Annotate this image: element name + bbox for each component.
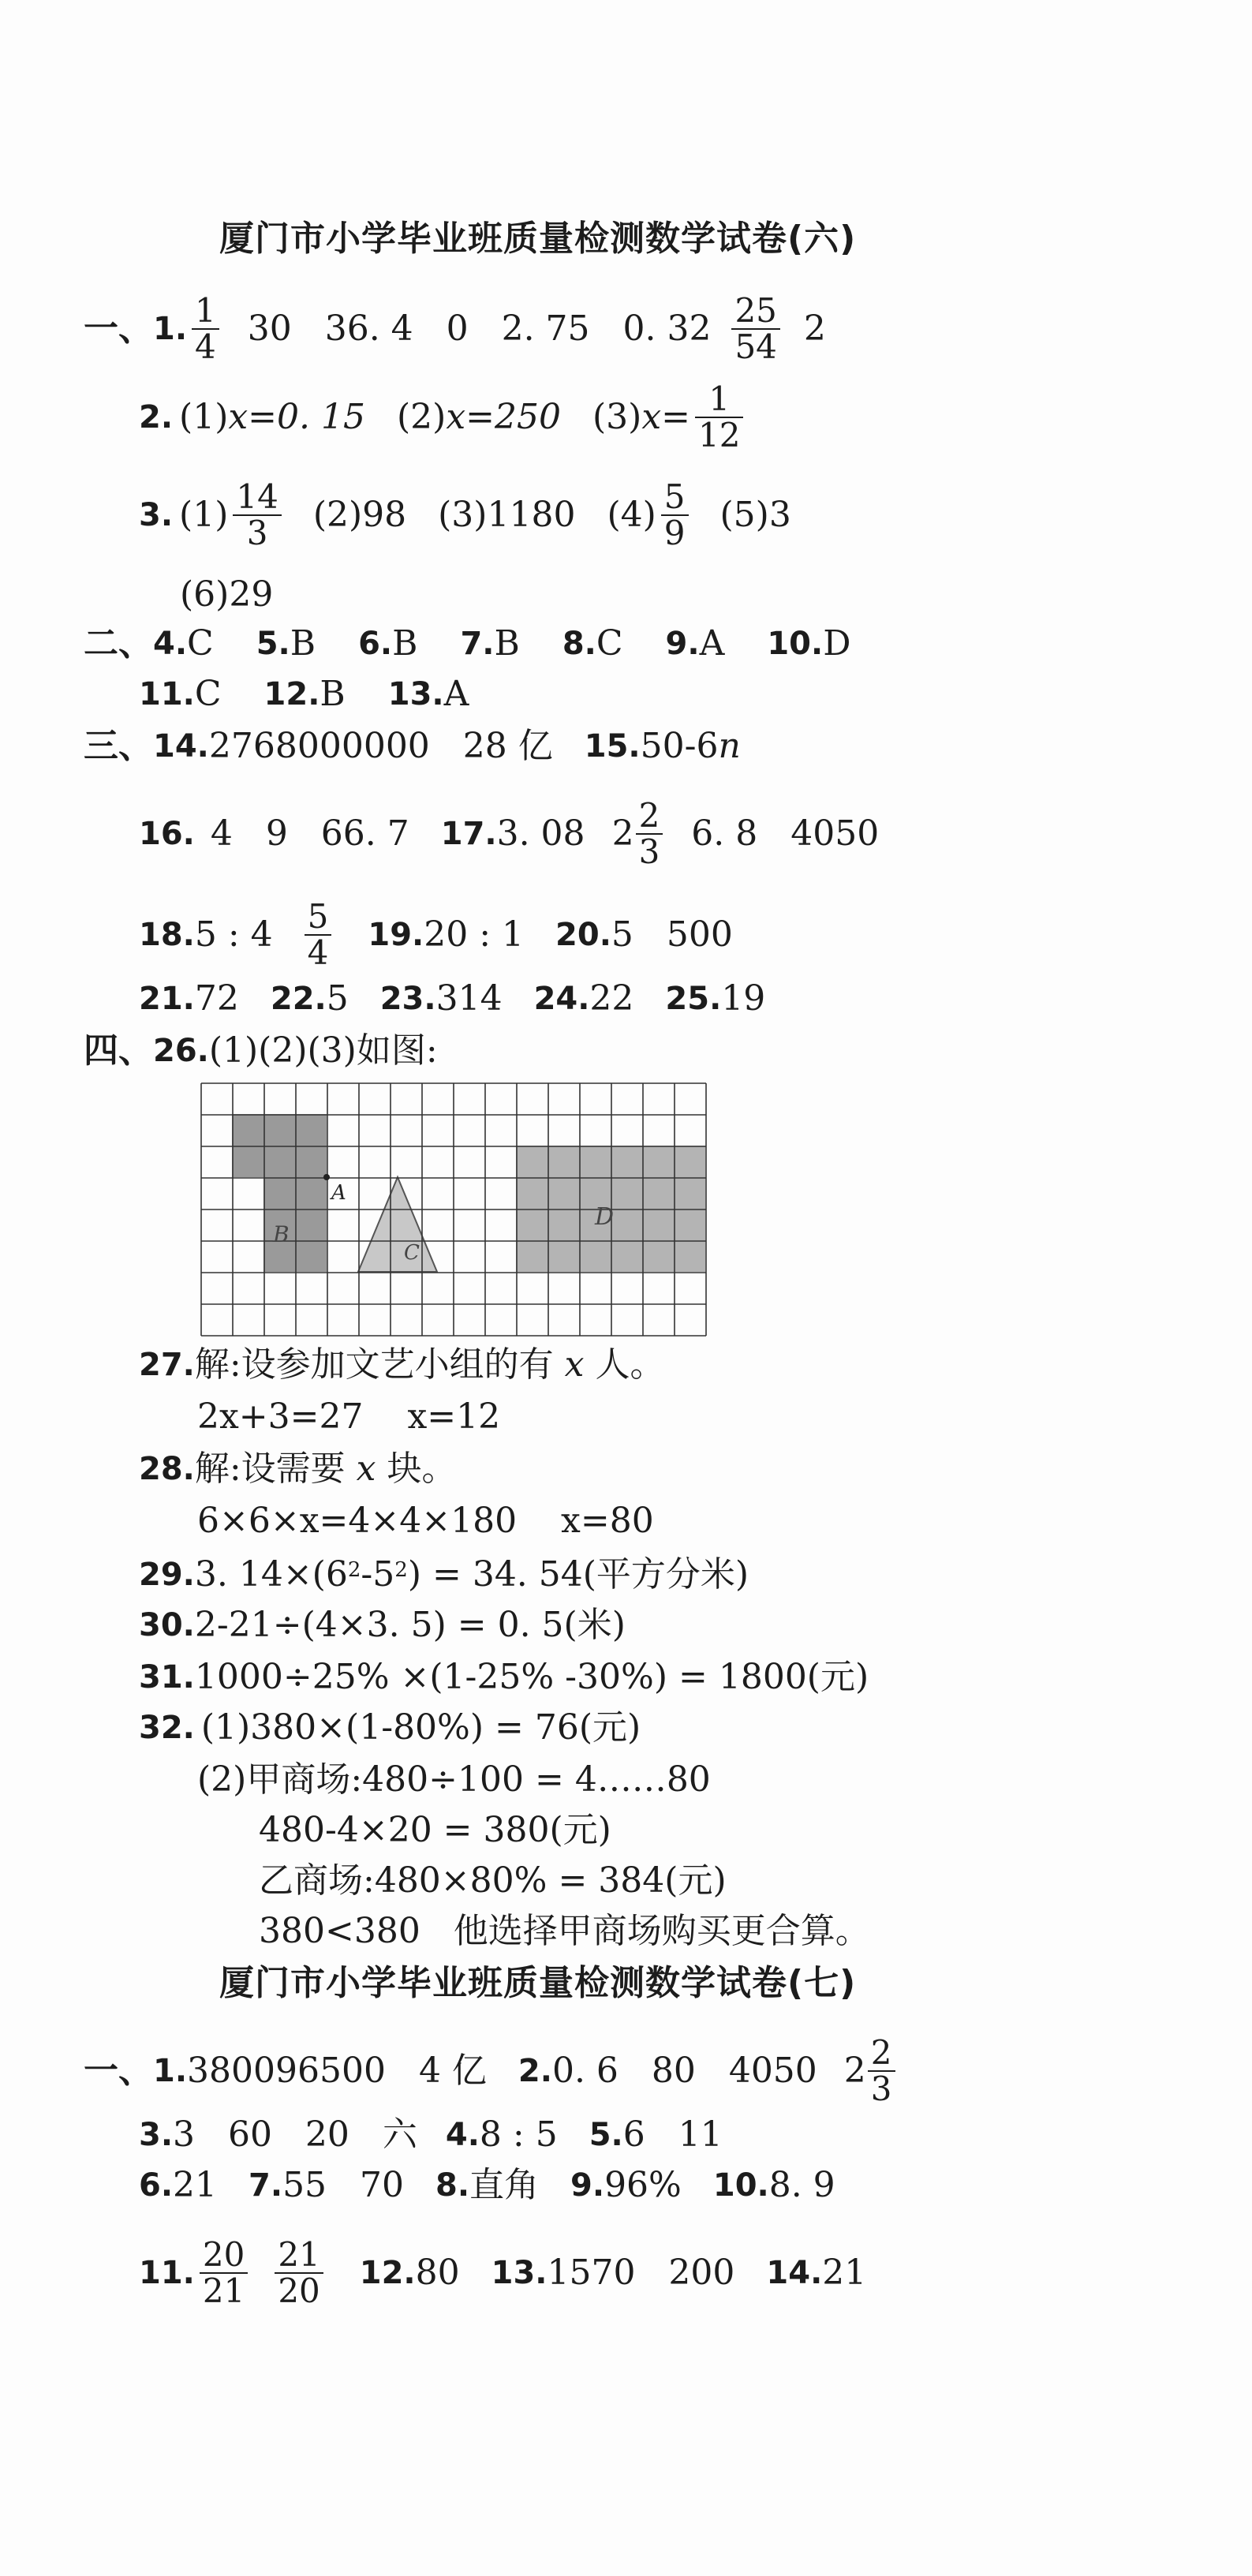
answer-value: 2-21÷(4×3. 5) = 0. 5(米) [194,1605,626,1645]
question-number: 9. [570,2167,605,2204]
point-a [323,1174,330,1180]
part-label: (4) [607,495,656,536]
choice-answer: D [823,623,851,664]
exam6-q32-line2: (2)甲商场:480÷100 = 4……80 [197,1759,711,1800]
part-label: (1) [179,495,229,536]
choice-answer: A [443,674,469,714]
exam7-row3 [139,2163,835,2208]
fraction: $\frac{25}{54}$ [731,293,779,365]
answer-value: 1570 200 [547,2253,735,2294]
exam6-q3-part6: (6)29 [180,574,274,615]
fraction: $\frac{14}{3}$ [233,480,281,551]
solution-text: 解:设需要 [194,1449,357,1489]
exam6-q31 [139,1655,869,1699]
exam6-q28-equation: 6×6×x=4×4×180 x=80 [197,1501,654,1541]
variable: x [356,1449,376,1489]
label-a: A [331,1181,346,1205]
exponent: 2 [394,1558,408,1582]
solution-text: 解:设参加文艺小组的有 [194,1344,565,1385]
question-number: 19. [368,917,424,954]
exam6-section3-row2 [139,796,880,872]
fraction: $\frac{1}{12}$ [695,382,743,453]
shape-b [232,1114,327,1272]
variable: n [718,726,741,766]
question-number: 9. [665,626,700,662]
answer-value: x=250 [446,397,561,438]
question-number: 12. [263,676,320,712]
variable: x [564,1344,585,1385]
answer-value: 直角 [469,2165,540,2205]
answer-value: 96% [604,2165,682,2205]
exam7-title: 厦门市小学毕业班质量检测数学试卷(七) [219,1963,857,2003]
question-number: 18. [139,917,195,954]
section-label: 三、 [84,726,153,766]
exam6-title: 厦门市小学毕业班质量检测数学试卷(六) [219,219,857,259]
answer-value: 50-6 [640,726,719,766]
label-b: B [273,1221,290,1247]
question-number: 20. [555,917,611,954]
answer-values: 30 36. 4 0 2. 75 0. 32 [247,308,712,350]
question-number: 6. [139,2167,174,2204]
fraction: $\frac{20}{21}$ [200,2238,248,2309]
question-number: 2. [518,2053,552,2090]
exam6-q1 [84,293,826,365]
answer-value: 314 [435,978,503,1019]
part-label: (3) [592,397,642,438]
answer-value: 5 500 [611,914,733,955]
fraction: $\frac{21}{20}$ [275,2238,323,2309]
question-number: 7. [249,2167,283,2204]
answer-value: 4 9 66. 7 [210,813,409,854]
solution-text: 块。 [376,1449,457,1489]
exam7-row1 [84,2033,900,2109]
question-number: 23. [379,981,436,1017]
answer-value: 2 [803,308,826,350]
question-number: 11. [139,2255,195,2292]
mixed-number: 2 $\frac{2}{3}$ [612,798,668,869]
question-number: 11. [139,676,195,712]
exam6-q27 [139,1343,665,1387]
answer-value: 21 [173,2165,218,2205]
exam6-q3 [139,477,791,553]
answer-value: x= [641,397,691,438]
choice-answer: C [187,623,214,664]
answer-value: 5 [326,978,349,1019]
part-label: (2) [397,397,447,438]
question-number: 27. [139,1347,195,1383]
answer-value: 80 [415,2253,460,2294]
question-number: 12. [359,2255,416,2292]
exam6-q29 [139,1553,749,1597]
choice-answer: B [290,623,316,664]
answer-value: 72 [194,978,239,1019]
choice-answer: B [392,623,418,664]
answer-value: 55 70 [282,2165,404,2205]
part-answer: (5)3 [719,495,791,536]
question-number: 8. [435,2167,470,2204]
answer-value: 8 : 5 [479,2114,558,2155]
question-number: 25. [665,981,722,1017]
question-number: 4. [445,2117,480,2153]
question-number: 31. [139,1659,195,1696]
mixed-number: 2 $\frac{2}{3}$ [844,2036,900,2107]
exam6-q32-line3: 480-4×20 = 380(元) [259,1810,611,1850]
question-number: 22. [270,981,327,1017]
question-number: 26. [153,1033,209,1069]
part-label: (1) [179,397,229,438]
exam6-q2 [139,379,748,455]
answer-value: 3. 14×(6 [194,1554,348,1595]
exam6-section3-row4 [139,977,765,1021]
section-label: 一、 [84,308,153,350]
grid-figure [200,1082,715,1340]
question-number: 28. [139,1451,195,1487]
label-c: C [404,1241,420,1265]
part-answer: (3)1180 [438,495,576,536]
question-number: 1. [153,2053,188,2090]
choice-answer: B [494,623,520,664]
exam6-q32-line4: 乙商场:480×80% = 384(元) [259,1860,727,1901]
exam6-q26 [84,1029,438,1073]
answer-value: 5 : 4 [194,914,273,955]
choice-answer: B [320,674,346,714]
answer-value: 6. 8 4050 [691,813,880,854]
question-number: 15. [584,728,641,765]
question-number: 5. [256,626,290,662]
fraction: $\frac{5}{9}$ [661,480,689,551]
question-number: 6. [358,626,393,662]
answer-value: 3 60 20 六 [173,2114,417,2155]
question-number: 3. [139,2117,174,2153]
exam6-section3-row3 [139,897,733,973]
question-number: 1. [153,311,188,348]
exam6-section2-row2 [139,672,469,716]
question-number: 16. [139,816,195,853]
question-number: 3. [139,497,174,534]
answer-value: 8. 9 [768,2165,835,2205]
exam6-section3-row1 [84,724,741,768]
answer-text: (1)(2)(3)如图: [208,1030,438,1071]
answer-value: ) = 34. 54(平方分米) [407,1554,749,1595]
question-number: 17. [440,816,497,853]
question-number: 10. [712,2167,769,2204]
answer-value: 3. 08 [496,813,585,854]
answer-value: 22 [589,978,634,1019]
answer-value: 1000÷25% ×(1-25% -30%) = 1800(元) [194,1657,869,1697]
answer-value: 6 11 [622,2114,723,2155]
solution-text: 人。 [584,1344,665,1385]
choice-answer: C [596,623,623,664]
answer-value: x=0. 15 [228,397,365,438]
answer-value: 21 [822,2253,867,2294]
answer-value: 0. 6 80 4050 [551,2051,817,2092]
answer-value: 380096500 4 亿 [187,2051,487,2092]
exam6-q32-line5: 380<380 他选择甲商场购买更合算。 [259,1911,870,1951]
fraction: $\frac{1}{4}$ [192,293,219,365]
part-answer: (2)98 [312,495,407,536]
exam6-q28 [139,1447,457,1491]
question-number: 21. [139,981,195,1017]
exam6-section2-row1 [84,622,850,666]
question-number: 7. [460,626,495,662]
question-number: 14. [766,2255,823,2292]
answer-value: 19 [721,978,766,1019]
question-number: 13. [387,676,444,712]
choice-answer: C [194,674,222,714]
exam6-q32 [139,1706,641,1750]
question-number: 30. [139,1607,195,1643]
exam6-q30 [139,1603,626,1647]
question-number: 2. [139,399,174,436]
question-number: 14. [153,728,209,765]
section-label: 一、 [84,2051,153,2092]
question-number: 8. [562,626,596,662]
question-number: 5. [589,2117,623,2153]
answer-value: 20 : 1 [424,914,525,955]
question-number: 29. [139,1557,195,1593]
answer-value: 2768000000 28 亿 [208,726,553,766]
exam6-q27-equation: 2x+3=27 x=12 [197,1396,501,1437]
answer-value: -5 [361,1554,395,1595]
question-number: 4. [153,626,188,662]
question-number: 24. [533,981,590,1017]
fraction: $\frac{5}{4}$ [305,899,332,970]
section-label: 二、 [84,623,153,664]
question-number: 13. [491,2255,548,2292]
exam7-row2 [139,2113,723,2157]
solution-line: (1)380×(1-80%) = 76(元) [200,1707,641,1748]
shape-c [358,1177,437,1272]
question-number: 32. [139,1710,195,1746]
exam7-row4 [139,2235,867,2311]
label-d: D [595,1203,615,1231]
choice-answer: A [699,623,725,664]
question-number: 10. [767,626,824,662]
section-label: 四、 [84,1030,153,1071]
exponent: 2 [347,1558,361,1582]
